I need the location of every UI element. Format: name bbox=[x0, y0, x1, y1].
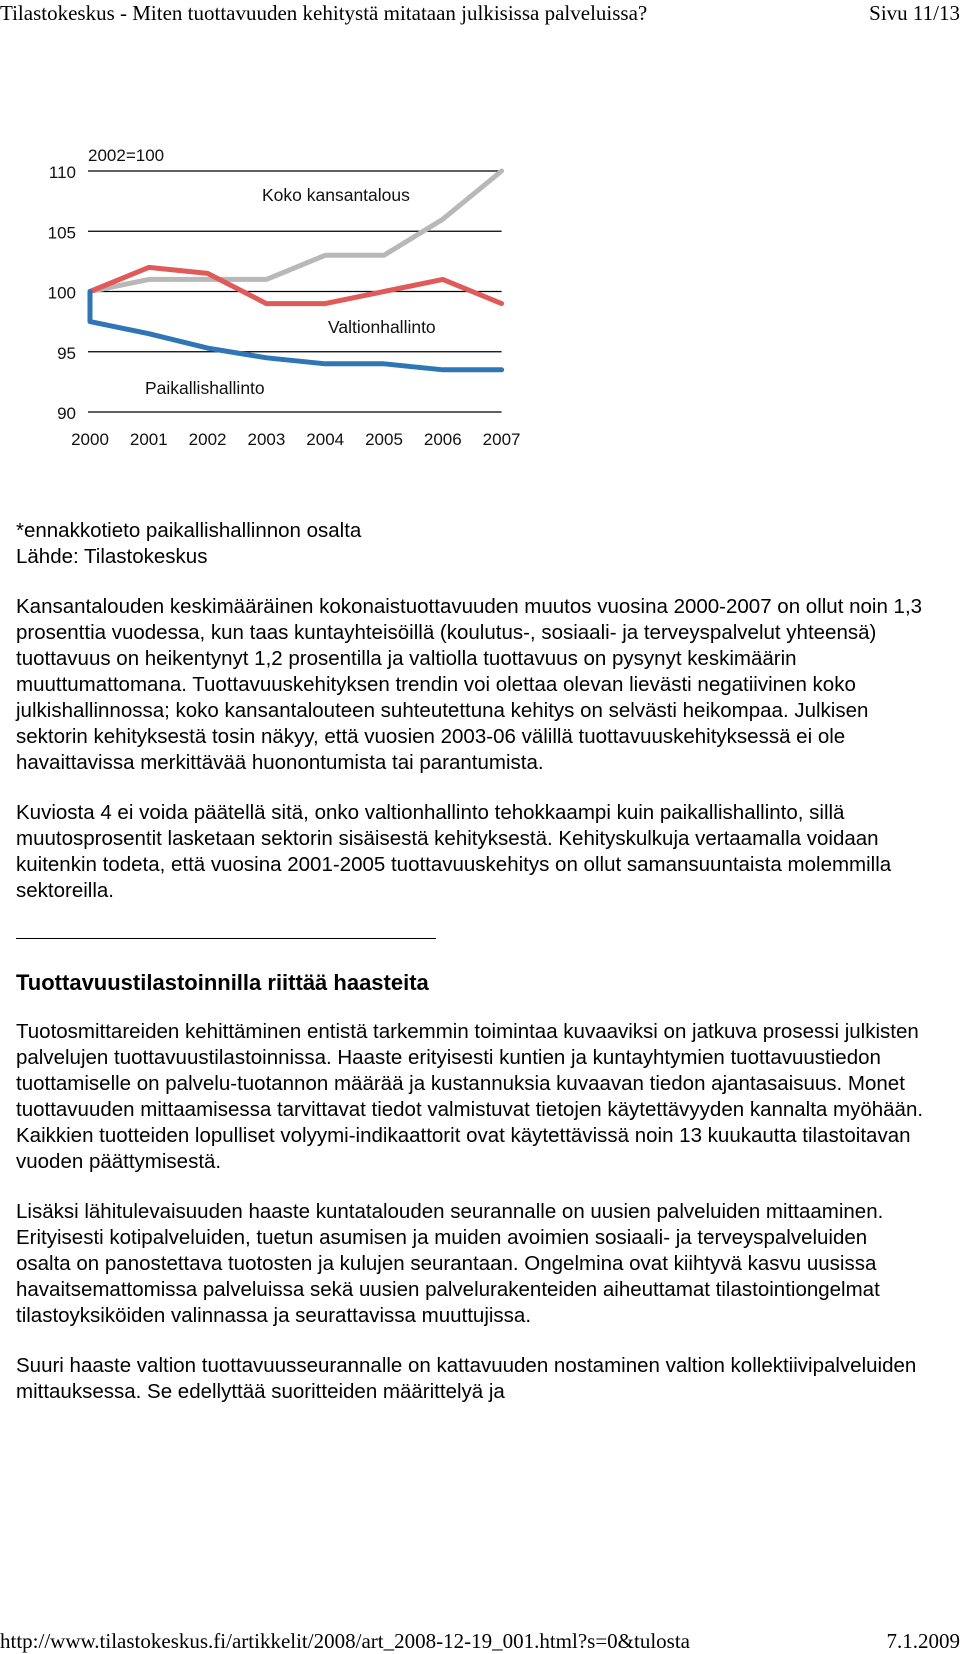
page-title: Tilastokeskus - Miten tuottavuuden kehitystä mitataan julkisissa palveluissa? bbox=[0, 1, 648, 25]
series-label-1: Koko kansantalous bbox=[262, 185, 410, 205]
paragraph-3: Tuotosmittareiden kehittäminen entistä tarkemmin toimintaa kuvaaviksi on jatkuva prosessi julkisten palvelujen tuottavuustilastoinnissa. Haaste erityisesti kuntien ja kuntayhtymien tuottavuustiedon tuottamiselle on palvelu-tuotannon määrää ja kustannuksia kuvaavan tiedon ajantasaisuus. Monet tuottavuuden mittaamisessa tarvittavat tiedot valmistuvat tietojen käytettävyyden kannalta myöhään. Kaikkien tuotteiden lopulliset volyymi-indikaattorit ovat käytettävissä noin 13 kuukautta tilastoitavan vuoden päättymisestä. bbox=[16, 1020, 924, 1173]
y-tick-label-105: 105 bbox=[47, 223, 76, 243]
x-tick-label-2006: 2006 bbox=[423, 430, 462, 449]
x-tick-label-2000: 2000 bbox=[71, 430, 109, 449]
series-line-2 bbox=[90, 267, 502, 303]
y-tick-label-95: 95 bbox=[57, 343, 76, 363]
series-label-2: Valtionhallinto bbox=[328, 317, 436, 337]
index-base-label: 2002=100 bbox=[88, 146, 165, 165]
y-tick-label-100: 100 bbox=[47, 283, 76, 303]
x-tick-label-2005: 2005 bbox=[365, 430, 403, 449]
series-label-3: Paikallishallinto bbox=[145, 378, 265, 398]
chart-source: Lähde: Tilastokeskus bbox=[16, 545, 208, 568]
section-heading: Tuottavuustilastoinnilla riittää haasteita bbox=[16, 970, 429, 995]
x-tick-label-2002: 2002 bbox=[188, 430, 227, 449]
chart-footnote: *ennakkotieto paikallishallinnon osalta bbox=[16, 519, 362, 542]
footer-date: 7.1.2009 bbox=[886, 1629, 960, 1653]
y-tick-label-110: 110 bbox=[48, 163, 76, 182]
page-footer bbox=[0, 1628, 960, 1654]
article-content bbox=[16, 518, 926, 1405]
paragraph-5: Suuri haaste valtion tuottavuusseurannalle on kattavuuden nostaminen valtion kollektiivipalveluiden mittauksessa. Se edellyttää suoritteiden määrittelyä ja bbox=[16, 1354, 917, 1403]
footer-url: http://www.tilastokeskus.fi/artikkelit/2008/art_2008-12-19_001.html?s=0&tulosta bbox=[0, 1629, 690, 1653]
x-tick-label-2003: 2003 bbox=[247, 430, 286, 449]
chart-gridlines bbox=[88, 171, 502, 412]
section-divider bbox=[16, 938, 436, 939]
paragraph-4: Lisäksi lähitulevaisuuden haaste kuntatalouden seurannalle on uusien palveluiden mittaaminen. Erityisesti kotipalveluiden, tuetun asumisen ja muiden avoimien sosiaali- ja terveyspalveluiden osalta on panostettava tuotosten ja kulujen seurantaan. Ongelmina ovat kiihtyvä kasvu uusissa havaitsemattomissa palveluissa sekä uusien palvelurakenteiden aiheuttamat tilastointiongelmat tilastoyksiköiden valinnassa ja seurattavissa muuttujissa. bbox=[16, 1200, 884, 1327]
x-tick-label-2007: 2007 bbox=[482, 430, 521, 449]
chart-labels bbox=[48, 146, 521, 449]
page-number: Sivu 11/13 bbox=[869, 1, 960, 25]
paragraph-1: Kansantalouden keskimääräinen kokonaistuottavuuden muutos vuosina 2000-2007 on ollut noin 1,3 prosenttia vuodessa, kun taas kuntayhteisöillä (koulutus-, sosiaali- ja terveyspalvelut yhteensä) tuottavuus on heikentynyt 1,2 prosentilla ja valtiolla tuottavuus on pysynyt keskimäärin muuttumattomana. Tuottavuuskehityksen trendin voi olettaa olevan lievästi negatiivinen koko julkishallinnossa; koko kansantalouteen suhteutettuna kehitys on selvästi heikompaa. Julkisen sektorin kehityksestä tosin näkyy, että vuosien 2003-06 välillä tuottavuuskehityksessä ei ole havaittavissa merkittävää huonontumista tai parantumista. bbox=[16, 595, 923, 774]
x-tick-label-2004: 2004 bbox=[306, 430, 345, 449]
productivity-line-chart bbox=[30, 140, 570, 480]
y-tick-label-90: 90 bbox=[57, 404, 76, 423]
page-header bbox=[0, 0, 960, 28]
x-tick-label-2001: 2001 bbox=[129, 430, 168, 449]
paragraph-2: Kuviosta 4 ei voida päätellä sitä, onko valtionhallinto tehokkaampi kuin paikallishallinto, sillä muutosprosentit lasketaan sektorin sisäisestä kehityksestä. Kehityskulkuja vertaamalla voidaan kuitenkin todeta, että vuosina 2001-2005 tuottavuuskehitys on ollut samansuuntaista molemmilla sektoreilla. bbox=[16, 801, 892, 902]
